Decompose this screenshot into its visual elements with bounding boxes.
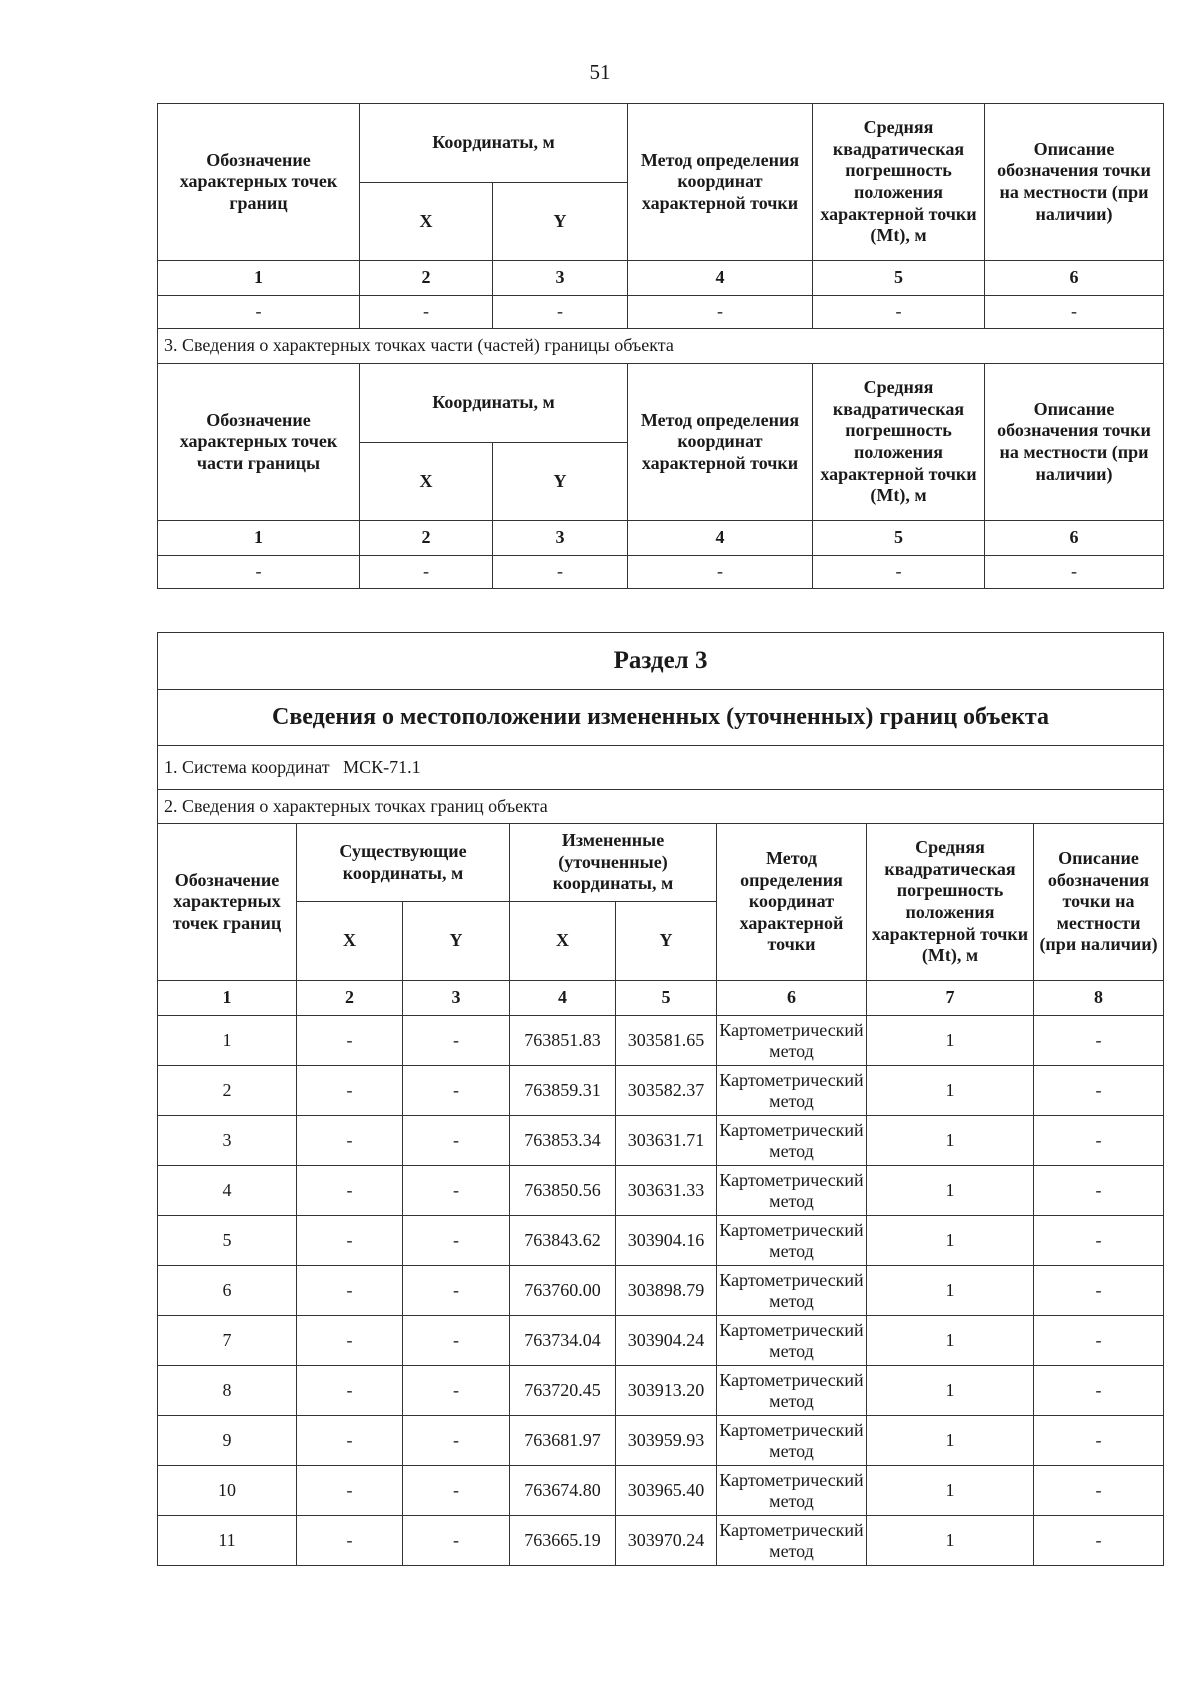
- changed-y: 303970.24: [616, 1516, 717, 1566]
- changed-y: 303904.16: [616, 1216, 717, 1266]
- mt-error: 1: [867, 1316, 1034, 1366]
- point-number: 8: [158, 1366, 297, 1416]
- coordinate-system-value: МСК-71.1: [343, 756, 421, 777]
- cell: -: [158, 296, 360, 329]
- method: Картометрический метод: [717, 1516, 867, 1566]
- col-number: 8: [1034, 981, 1164, 1016]
- point-number: 6: [158, 1266, 297, 1316]
- header-error: Средняя квадратическая погрешность положения характерной точки (Mt), м: [813, 104, 985, 261]
- page-number: 51: [589, 60, 611, 84]
- existing-y: -: [403, 1366, 510, 1416]
- existing-y: -: [403, 1066, 510, 1116]
- col-number: 3: [493, 521, 628, 556]
- cell: -: [493, 556, 628, 589]
- col-number: 2: [360, 261, 493, 296]
- mt-error: 1: [867, 1016, 1034, 1066]
- point-number: 2: [158, 1066, 297, 1116]
- existing-x: -: [297, 1266, 403, 1316]
- existing-x: -: [297, 1166, 403, 1216]
- point-number: 4: [158, 1166, 297, 1216]
- points-body: [158, 1016, 1164, 1566]
- description: -: [1034, 1216, 1164, 1266]
- header-designation: Обозначение характерных точек границ: [158, 824, 297, 981]
- changed-y: 303913.20: [616, 1366, 717, 1416]
- existing-y: -: [403, 1266, 510, 1316]
- col-number: 1: [158, 981, 297, 1016]
- mt-error: 1: [867, 1216, 1034, 1266]
- point-number: 11: [158, 1516, 297, 1566]
- existing-x: -: [297, 1466, 403, 1516]
- method: Картометрический метод: [717, 1216, 867, 1266]
- existing-y: -: [403, 1466, 510, 1516]
- point-number: 10: [158, 1466, 297, 1516]
- header-existing-y: Y: [403, 902, 510, 981]
- existing-x: -: [297, 1416, 403, 1466]
- table-row: [158, 1516, 1164, 1566]
- mt-error: 1: [867, 1516, 1034, 1566]
- point-number: 9: [158, 1416, 297, 1466]
- mt-error: 1: [867, 1166, 1034, 1216]
- method: Картометрический метод: [717, 1166, 867, 1216]
- table-row: [158, 1216, 1164, 1266]
- description: -: [1034, 1116, 1164, 1166]
- mt-error: 1: [867, 1066, 1034, 1116]
- existing-x: -: [297, 1366, 403, 1416]
- existing-x: -: [297, 1316, 403, 1366]
- description: -: [1034, 1366, 1164, 1416]
- changed-y: 303904.24: [616, 1316, 717, 1366]
- header-changed-x: X: [510, 902, 616, 981]
- changed-x: 763720.45: [510, 1366, 616, 1416]
- point-number: 3: [158, 1116, 297, 1166]
- cell: -: [628, 556, 813, 589]
- existing-x: -: [297, 1116, 403, 1166]
- existing-y: -: [403, 1016, 510, 1066]
- cell: -: [628, 296, 813, 329]
- description: -: [1034, 1416, 1164, 1466]
- table-row: [158, 1016, 1164, 1066]
- coordinate-system-row: [158, 746, 1164, 790]
- table-row: [158, 1066, 1164, 1116]
- changed-x: 763681.97: [510, 1416, 616, 1466]
- method: Картометрический метод: [717, 1466, 867, 1516]
- changed-y: 303965.40: [616, 1466, 717, 1516]
- changed-y: 303631.33: [616, 1166, 717, 1216]
- cell: -: [360, 556, 493, 589]
- mt-error: 1: [867, 1266, 1034, 1316]
- cell: -: [360, 296, 493, 329]
- table-row: [158, 296, 1164, 329]
- col-number: 6: [985, 261, 1164, 296]
- changed-y: 303959.93: [616, 1416, 717, 1466]
- col-number: 2: [297, 981, 403, 1016]
- description: -: [1034, 1466, 1164, 1516]
- changed-x: 763843.62: [510, 1216, 616, 1266]
- description: -: [1034, 1266, 1164, 1316]
- header-method: Метод определения координат характерной точки: [628, 364, 813, 521]
- changed-y: 303582.37: [616, 1066, 717, 1116]
- table-row: [158, 1266, 1164, 1316]
- existing-y: -: [403, 1116, 510, 1166]
- description: -: [1034, 1516, 1164, 1566]
- header-error: Средняя квадратическая погрешность положения характерной точки (Mt), м: [867, 824, 1034, 981]
- changed-x: 763734.04: [510, 1316, 616, 1366]
- description: -: [1034, 1066, 1164, 1116]
- cell: -: [985, 296, 1164, 329]
- method: Картометрический метод: [717, 1366, 867, 1416]
- method: Картометрический метод: [717, 1066, 867, 1116]
- col-number: 5: [616, 981, 717, 1016]
- column-number-row: [158, 261, 1164, 296]
- boundary-points-table: [157, 103, 1164, 589]
- cell: -: [158, 556, 360, 589]
- coordinate-system-label: 1. Система координат: [164, 756, 330, 777]
- changed-y: 303631.71: [616, 1116, 717, 1166]
- cell: -: [813, 556, 985, 589]
- cell: -: [493, 296, 628, 329]
- col-number: 2: [360, 521, 493, 556]
- existing-x: -: [297, 1216, 403, 1266]
- point-number: 7: [158, 1316, 297, 1366]
- header-description: Описание обозначения точки на местности (при наличии): [1034, 824, 1164, 981]
- existing-y: -: [403, 1166, 510, 1216]
- table-row: [158, 1466, 1164, 1516]
- header-y: Y: [493, 443, 628, 521]
- changed-x: 763853.34: [510, 1116, 616, 1166]
- changed-y: 303581.65: [616, 1016, 717, 1066]
- mt-error: 1: [867, 1116, 1034, 1166]
- changed-x: 763851.83: [510, 1016, 616, 1066]
- col-number: 7: [867, 981, 1034, 1016]
- col-number: 3: [403, 981, 510, 1016]
- changed-x: 763674.80: [510, 1466, 616, 1516]
- section-3-table: [157, 632, 1164, 1566]
- existing-x: -: [297, 1516, 403, 1566]
- description: -: [1034, 1016, 1164, 1066]
- existing-x: -: [297, 1016, 403, 1066]
- description: -: [1034, 1166, 1164, 1216]
- method: Картометрический метод: [717, 1316, 867, 1366]
- point-number: 5: [158, 1216, 297, 1266]
- col-number: 4: [510, 981, 616, 1016]
- col-number: 1: [158, 521, 360, 556]
- col-number: 4: [628, 521, 813, 556]
- method: Картометрический метод: [717, 1266, 867, 1316]
- method: Картометрический метод: [717, 1016, 867, 1066]
- header-method: Метод определения координат характерной точки: [628, 104, 813, 261]
- table-row: [158, 1166, 1164, 1216]
- points-section-label: 2. Сведения о характерных точках границ объекта: [158, 790, 1164, 824]
- existing-x: -: [297, 1066, 403, 1116]
- header-designation-part: Обозначение характерных точек части границы: [158, 364, 360, 521]
- changed-x: 763850.56: [510, 1166, 616, 1216]
- col-number: 5: [813, 261, 985, 296]
- header-changed-y: Y: [616, 902, 717, 981]
- table-row: [158, 1316, 1164, 1366]
- header-y: Y: [493, 183, 628, 261]
- header-coordinates: Координаты, м: [360, 104, 628, 183]
- header-method: Метод определения координат характерной точки: [717, 824, 867, 981]
- mt-error: 1: [867, 1466, 1034, 1516]
- col-number: 4: [628, 261, 813, 296]
- table-row: [158, 1366, 1164, 1416]
- header-coordinates: Координаты, м: [360, 364, 628, 443]
- section-subtitle: Сведения о местоположении измененных (уточненных) границ объекта: [158, 690, 1164, 746]
- changed-y: 303898.79: [616, 1266, 717, 1316]
- column-number-row: [158, 981, 1164, 1016]
- col-number: 5: [813, 521, 985, 556]
- col-number: 1: [158, 261, 360, 296]
- cell: -: [985, 556, 1164, 589]
- cell: -: [813, 296, 985, 329]
- mt-error: 1: [867, 1366, 1034, 1416]
- section-title: Раздел 3: [158, 633, 1164, 690]
- existing-y: -: [403, 1416, 510, 1466]
- column-number-row: [158, 521, 1164, 556]
- header-existing-x: X: [297, 902, 403, 981]
- table-row: [158, 1116, 1164, 1166]
- mt-error: 1: [867, 1416, 1034, 1466]
- existing-y: -: [403, 1216, 510, 1266]
- changed-x: 763665.19: [510, 1516, 616, 1566]
- col-number: 6: [985, 521, 1164, 556]
- existing-y: -: [403, 1516, 510, 1566]
- description: -: [1034, 1316, 1164, 1366]
- section-3-label: 3. Сведения о характерных точках части (частей) границы объекта: [158, 329, 1164, 364]
- method: Картометрический метод: [717, 1416, 867, 1466]
- col-number: 6: [717, 981, 867, 1016]
- header-existing-coordinates: Существующие координаты, м: [297, 824, 510, 902]
- header-changed-coordinates: Измененные (уточненные) координаты, м: [510, 824, 717, 902]
- header-designation: Обозначение характерных точек границ: [158, 104, 360, 261]
- col-number: 3: [493, 261, 628, 296]
- header-description: Описание обозначения точки на местности (при наличии): [985, 104, 1164, 261]
- table-row: [158, 1416, 1164, 1466]
- header-description: Описание обозначения точки на местности (при наличии): [985, 364, 1164, 521]
- changed-x: 763760.00: [510, 1266, 616, 1316]
- changed-x: 763859.31: [510, 1066, 616, 1116]
- header-error: Средняя квадратическая погрешность положения характерной точки (Mt), м: [813, 364, 985, 521]
- existing-y: -: [403, 1316, 510, 1366]
- table-row: [158, 556, 1164, 589]
- header-x: X: [360, 443, 493, 521]
- method: Картометрический метод: [717, 1116, 867, 1166]
- header-x: X: [360, 183, 493, 261]
- point-number: 1: [158, 1016, 297, 1066]
